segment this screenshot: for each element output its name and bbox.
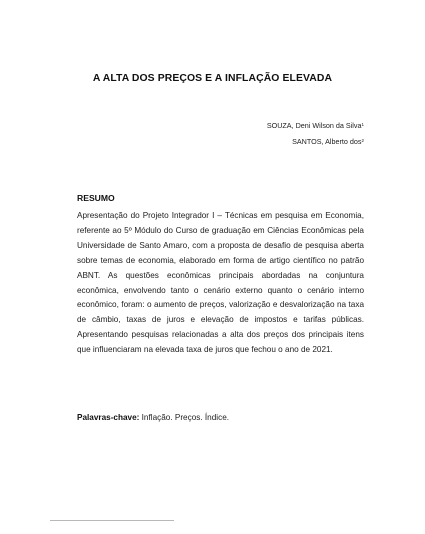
footnote-mark: 1 [361, 122, 364, 127]
author-name: SANTOS, Alberto dos [292, 137, 362, 146]
paper-title: A ALTA DOS PREÇOS E A INFLAÇÃO ELEVADA [92, 73, 333, 84]
author-list [267, 118, 364, 150]
abstract-text: Apresentação do Projeto Integrador I – Técnicas em pesquisa em Economia, referente ao 5º Módulo do Curso de graduação em Ciências Econômicas pela Universidade de Santo Amaro, com a proposta de desafio de pesquisa aberta sobre temas de economia, elaborado em forma de artigo científico no patrão ABNT. As questões econômicas principais abordadas na conjuntura econômica, envolvendo tanto o cenário externo quanto o cenário interno econômico, foram: o aumento de preços, valorização e desvalorização na taxa de câmbio, taxas de juros e elevação de impostos e tarifas públicas. Apresentando pesquisas relacionadas a alta dos preços dos principais itens que influenciaram na elevada taxa de juros que fechou o ano de 2021. [77, 211, 364, 355]
keywords [77, 413, 229, 422]
abstract-heading: RESUMO [77, 193, 115, 203]
keywords-text: Inflação. Preços. Índice. [141, 413, 230, 422]
footnote-divider [50, 520, 174, 521]
footnote-mark: 2 [361, 138, 364, 143]
author-name: SOUZA, Deni Wilson da Silva [266, 121, 362, 130]
author-line [267, 134, 364, 150]
author-line [267, 118, 364, 134]
keywords-label: Palavras-chave: [77, 413, 140, 422]
